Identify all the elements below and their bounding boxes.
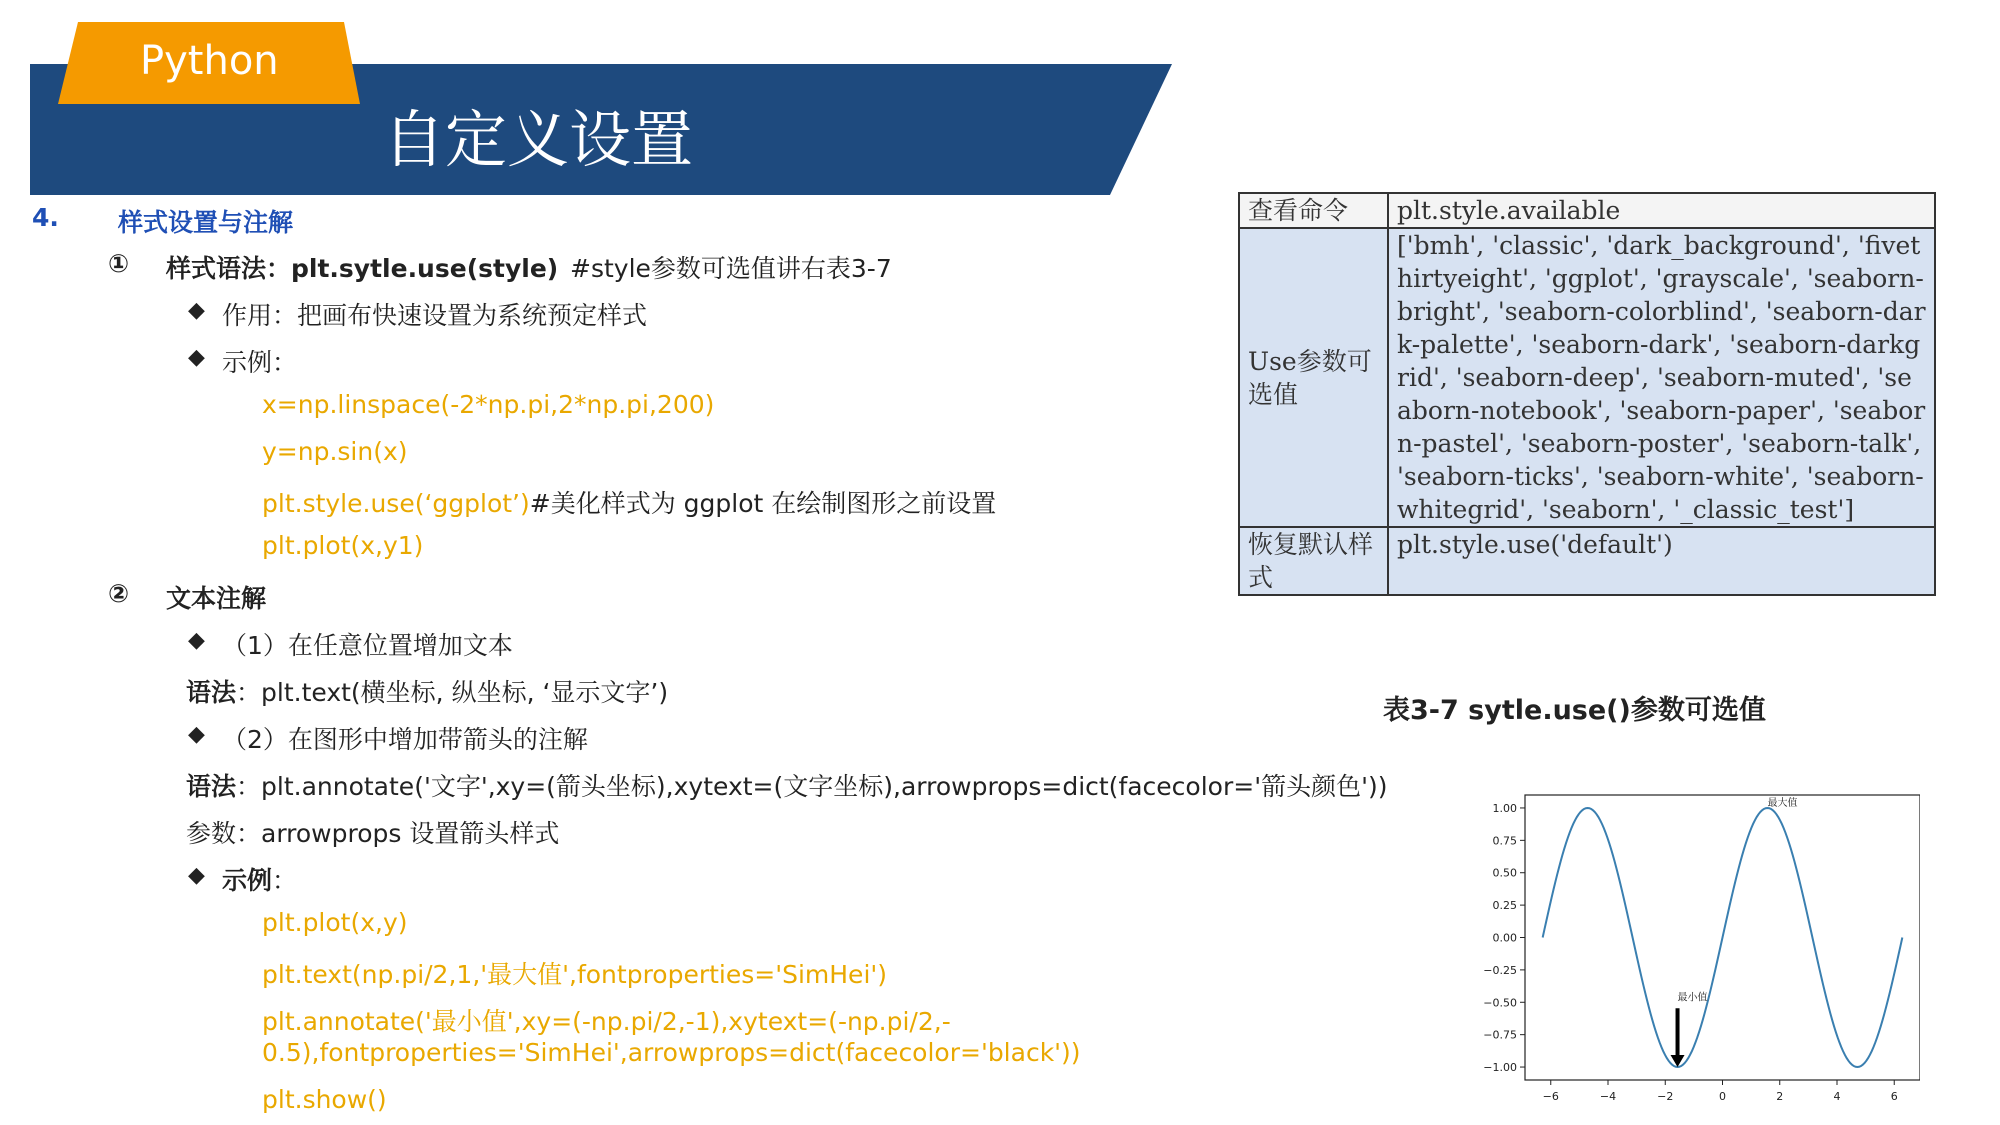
bullet-diamond-icon: ◆ bbox=[188, 863, 205, 888]
syntax-text: ：plt.text(横坐标, 纵坐标, ‘显示文字’) bbox=[236, 678, 669, 707]
code-line: plt.plot(x,y) bbox=[262, 908, 408, 937]
bullet-diamond-icon: ◆ bbox=[188, 345, 205, 370]
syntax-text: ：plt.annotate('文字',xy=(箭头坐标),xytext=(文字坐标),arrowprops=dict(facecolor='箭头颜色')) bbox=[236, 772, 1388, 801]
param-text: 参数：arrowprops 设置箭头样式 bbox=[186, 819, 560, 848]
table-row bbox=[1239, 193, 1935, 228]
table-cell-value: plt.style.use('default') bbox=[1388, 527, 1935, 595]
y-tick-label: 0.75 bbox=[1492, 834, 1517, 848]
syntax-label: 语法 bbox=[186, 772, 237, 801]
sub1-marker: ① bbox=[108, 249, 130, 278]
annotation-label: 最大值 bbox=[1767, 797, 1798, 809]
example-colon: ： bbox=[272, 866, 298, 895]
y-tick-label: 0.25 bbox=[1492, 899, 1517, 913]
header-banner bbox=[0, 0, 2000, 200]
x-tick-label: −2 bbox=[1657, 1090, 1674, 1100]
x-tick-label: 4 bbox=[1833, 1090, 1841, 1100]
sub2-bullet3 bbox=[222, 861, 297, 897]
y-tick-label: 1.00 bbox=[1492, 801, 1517, 815]
sine-plot bbox=[1470, 770, 1920, 1100]
sub1-comment: #style参数可选值讲右表3-7 bbox=[570, 254, 892, 283]
table-row bbox=[1239, 228, 1935, 527]
x-tick-label: 6 bbox=[1890, 1090, 1898, 1100]
bullet-diamond-icon: ◆ bbox=[188, 298, 205, 323]
sub1-bullet1: 作用：把画布快速设置为系统预定样式 bbox=[222, 301, 648, 330]
code-line: plt.text(np.pi/2,1,'最大值',fontproperties='SimHei') bbox=[262, 960, 888, 989]
code-line-text: plt.style.use(‘ggplot’) bbox=[262, 489, 530, 518]
table-cell-value: ['bmh', 'classic', 'dark_background', 'fivethirtyeight', 'ggplot', 'grayscale', 'seaborn-bright', 'seaborn-colorblind', 'seaborn-dark-palette', 'seaborn-dark', 'seaborn-darkgrid', 'seaborn-deep', 'seaborn-muted', 'seaborn-notebook', 'seaborn-paper', 'seaborn-pastel', 'seaborn-poster', 'seaborn-talk', 'seaborn-ticks', 'seaborn-white', 'seaborn-whitegrid', 'seaborn', '_classic_test'] bbox=[1388, 228, 1935, 527]
annotation-label: 最小值 bbox=[1677, 992, 1708, 1004]
y-tick-label: 0.00 bbox=[1492, 931, 1517, 945]
y-tick-label: −0.25 bbox=[1483, 963, 1517, 977]
style-options-table bbox=[1238, 192, 1936, 596]
sub2-bullet1: （1）在任意位置增加文本 bbox=[222, 631, 513, 660]
y-tick-label: −1.00 bbox=[1483, 1061, 1517, 1075]
syntax-text-line bbox=[186, 673, 668, 709]
code-line: plt.annotate('最小值',xy=(-np.pi/2,-1),xytext=(-np.pi/2,- bbox=[262, 1007, 951, 1036]
table-caption: 表3-7 sytle.use()参数可选值 bbox=[1383, 695, 1766, 726]
section-title: 样式设置与注解 bbox=[118, 208, 294, 237]
x-tick-label: −6 bbox=[1542, 1090, 1559, 1100]
table-cell-value: plt.style.available bbox=[1388, 193, 1935, 228]
table-cell-label: 查看命令 bbox=[1239, 193, 1388, 228]
syntax-label: 语法 bbox=[186, 678, 237, 707]
y-tick-label: −0.50 bbox=[1483, 996, 1517, 1010]
code-line: 0.5),fontproperties='SimHei',arrowprops=dict(facecolor='black')) bbox=[262, 1038, 1081, 1067]
code-line: y=np.sin(x) bbox=[262, 437, 408, 466]
table-row bbox=[1239, 527, 1935, 595]
sub2-marker: ② bbox=[108, 579, 130, 608]
code-line: x=np.linspace(-2*np.pi,2*np.pi,200) bbox=[262, 390, 715, 419]
code-line: plt.plot(x,y1) bbox=[262, 531, 424, 560]
code-line bbox=[262, 484, 996, 520]
section-number: 4. bbox=[32, 203, 59, 232]
example-label: 示例 bbox=[222, 866, 273, 895]
y-tick-label: 0.50 bbox=[1492, 866, 1517, 880]
table-cell-label: 恢复默认样式 bbox=[1239, 527, 1388, 595]
sub2-heading: 文本注解 bbox=[166, 584, 267, 613]
table-cell-label: Use参数可选值 bbox=[1239, 228, 1388, 527]
x-tick-label: 2 bbox=[1776, 1090, 1784, 1100]
bullet-diamond-icon: ◆ bbox=[188, 722, 205, 747]
x-tick-label: 0 bbox=[1719, 1090, 1726, 1100]
page-title: 自定义设置 bbox=[383, 103, 694, 176]
bullet-diamond-icon: ◆ bbox=[188, 628, 205, 653]
code-comment: #美化样式为 ggplot 在绘制图形之前设置 bbox=[529, 489, 997, 518]
sub1-bullet2: 示例： bbox=[222, 348, 298, 377]
syntax-annotate-line bbox=[186, 767, 1387, 803]
sub2-bullet2: （2）在图形中增加带箭头的注解 bbox=[222, 725, 588, 754]
y-tick-label: −0.75 bbox=[1483, 1028, 1517, 1042]
tab-label: Python bbox=[140, 38, 279, 84]
x-tick-label: −4 bbox=[1599, 1090, 1617, 1100]
code-line: plt.show() bbox=[262, 1085, 387, 1114]
sub1-heading: 样式语法：plt.sytle.use(style) bbox=[166, 254, 559, 283]
